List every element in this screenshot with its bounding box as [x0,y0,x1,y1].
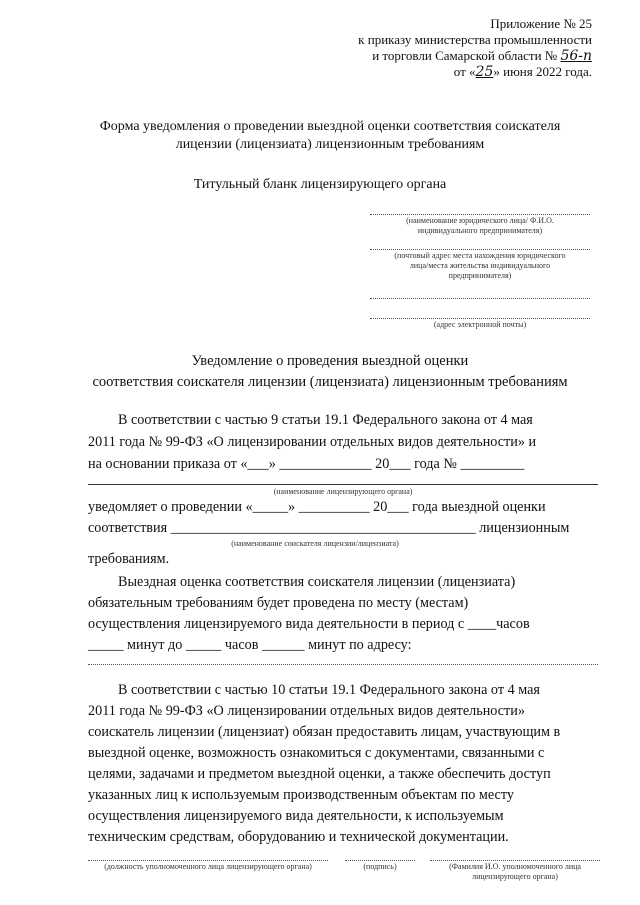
paragraph-1-line2: 2011 года № 99-ФЗ «О лицензировании отдельных видов деятельности» и [88,434,537,450]
notice-title: Уведомление о проведения выездной оценки соответствия соискателя лицензии (лицензиата) лицензионным требованиям [92,353,568,390]
paragraph-3-line7: осуществления лицензируемого вида деятельности, к используемым [88,808,504,824]
letterhead-label: Титульный бланк лицензирующего органа [193,177,447,192]
appendix-header [358,16,592,80]
paragraph-1-line1: В соответствии с частью 9 статьи 19.1 Федерального закона от 4 мая [118,412,533,428]
paragraph-1-line4: уведомляет о проведении «_____» __________ 20___ года выездной оценки [88,499,546,515]
paragraph-3-line3: соискатель лицензии (лицензиат) обязан предоставить лицам, участвующим в [88,724,561,740]
appendix-ministry-line: и торговли Самарской области № 56-п [372,48,592,64]
addressee-address-caption: (почтовый адрес места нахождения юридического лица/места жительства индивидуального предпринимателя) [394,251,566,280]
appendix-number: Приложение № 25 [490,16,592,31]
paragraph-1-line3: на основании приказа от «___» _____________ 20___ года № _________ [88,456,525,472]
paragraph-3-line6: указанных лиц к используемым производственным объектам по месту [88,787,514,803]
addressee-extra-line [370,298,590,299]
paragraph-2-line1: Выездная оценка соответствия соискателя лицензии (лицензиата) [118,574,516,590]
signature-line [345,860,415,861]
addressee-name-line [370,214,590,215]
paragraph-2-line3: осуществления лицензируемого вида деятельности в период с ____часов [88,616,530,632]
paragraph-3-line1: В соответствии с частью 10 статьи 19.1 Федерального закона от 4 мая [118,682,540,698]
addressee-name-caption: (наименование юридического лица/ Ф.И.О. индивидуального предпринимателя) [406,216,554,235]
address-fill-line [88,664,598,665]
org-name-caption: (наименование лицензирующего органа) [273,487,413,496]
order-day-handwritten: 25 [475,64,494,80]
signature-caption: (подпись) [363,862,397,871]
form-title: Форма уведомления о проведении выездной оценки соответствия соискателя лицензии (лицензиата) лицензионным требованиям [99,119,561,152]
paragraph-3-line2: 2011 года № 99-ФЗ «О лицензировании отдельных видов деятельности» [88,703,525,719]
paragraph-2-line2: обязательным требованиям будет проведена по месту (местам) [88,595,469,611]
addressee-email-caption: (адрес электронной почты) [433,320,527,329]
appendix-date-line: от «25» июня 2022 года. [453,64,592,80]
org-name-line [88,484,598,485]
paragraph-3-line5: целями, задачами и предметом выездной оценки, а также обеспечить доступ [88,766,551,782]
paragraph-3-line4: выездной оценке, возможность ознакомиться с документами, связанными с [88,745,545,761]
paragraph-3-line8: техническим средствам, оборудованию и технической документации. [88,829,509,845]
name-caption: (Фамилия И.О. уполномоченного лица лицензирующего органа) [449,862,581,881]
paragraph-1-line6: требованиям. [88,551,170,567]
name-line [430,860,600,861]
appendix-order-line: к приказу министерства промышленности [358,32,592,47]
paragraph-2-line4: _____ минут до _____ часов ______ минут по адресу: [88,637,412,653]
order-number-handwritten: 56-п [560,48,592,64]
addressee-email-line [370,318,590,319]
addressee-address-line [370,249,590,250]
position-line [88,860,328,861]
applicant-caption: (наименование соискателя лицензии/лицензиата) [231,539,399,548]
position-caption: (должность уполномоченного лица лицензирующего органа) [104,862,312,871]
paragraph-1-line5: соответствия ___________________________________________ лицензионным [88,520,570,536]
